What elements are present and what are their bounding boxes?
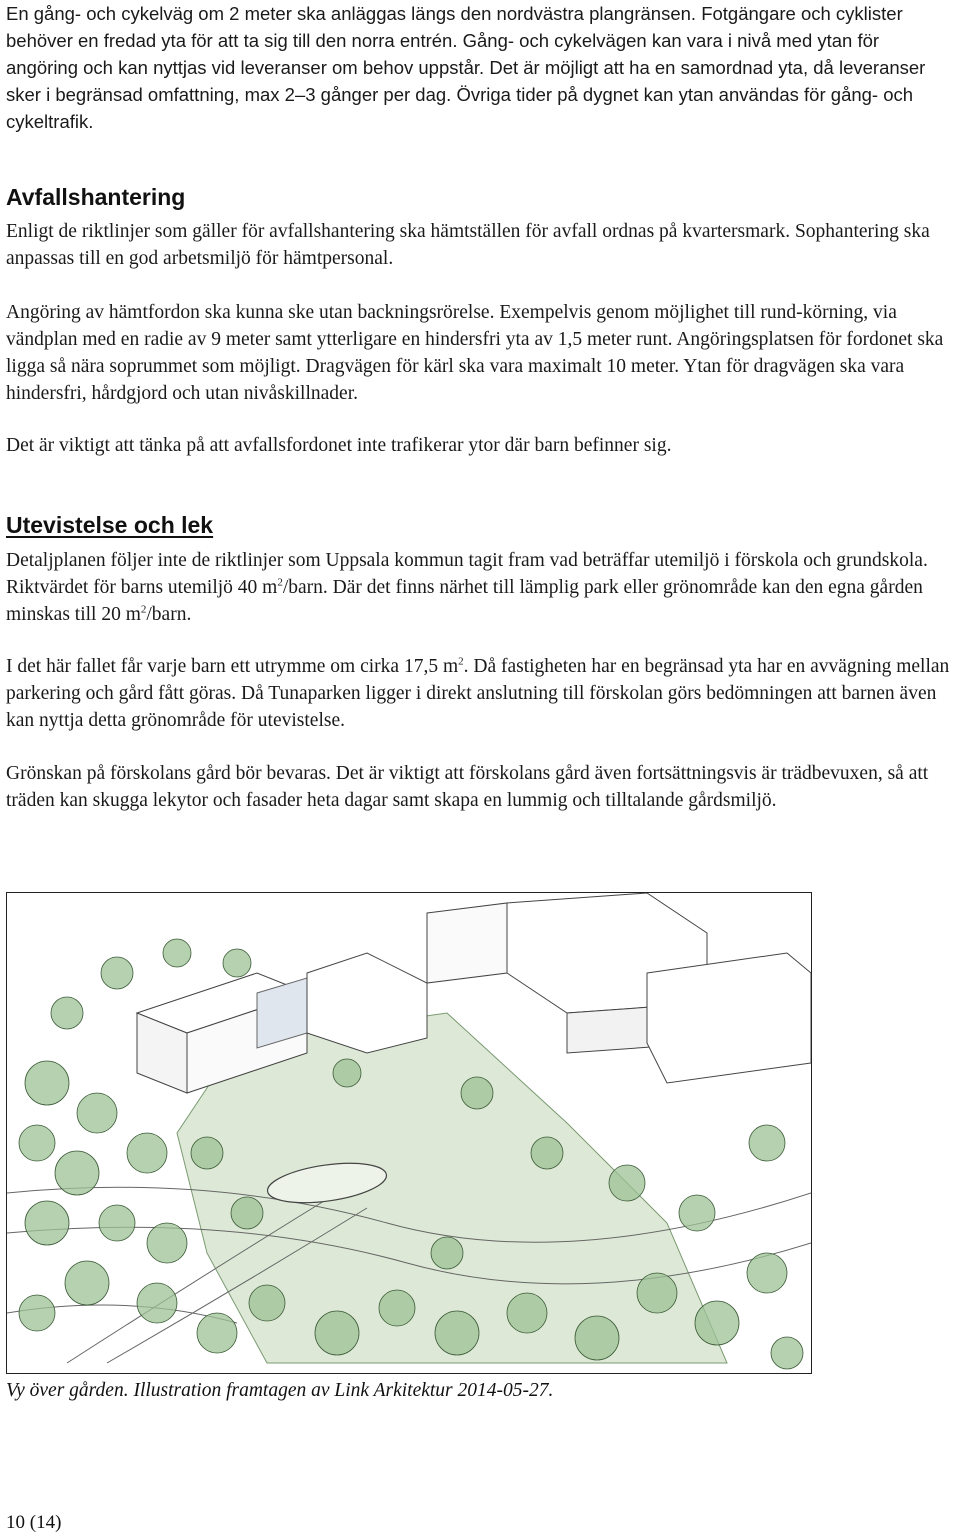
- avfall-paragraph-1: Enligt de riktlinjer som gäller för avfallshantering ska hämtställen för avfall ordnas på kvartersmark. Sophantering ska anpassas till en god arbetsmiljö för hämtpersonal.: [6, 221, 930, 269]
- courtyard-illustration-drawing: [7, 893, 811, 1373]
- figure-caption: Vy över gården. Illustration framtagen av Link Arkitektur 2014-05-27.: [6, 1380, 554, 1401]
- utevistelse-paragraph-3: Grönskan på förskolans gård bör bevaras. Det är viktigt att förskolans gård även fortsättningsvis är trädbevuxen, så att träden kan skugga lekytor och fasader heta dagar samt skapa en lummig och tilltalande gårdsmiljö.: [6, 763, 929, 811]
- utevistelse-paragraph-2: I det här fallet får varje barn ett utrymme om cirka 17,5 $m^2$. Då fastigheten har en begränsad yta har en avvägning mellan parkering och gård fått göras. Då Tunaparken ligger i direkt anslutning till förskolan görs bedömningen att barnen även kan nyttja detta grönområde för utevistelse.: [6, 655, 950, 731]
- courtyard-illustration: [6, 892, 812, 1374]
- avfall-paragraph-2: Angöring av hämtfordon ska kunna ske utan backningsrörelse. Exempelvis genom möjlighet till rund-körning, via vändplan med en radie av 9 meter samt ytterligare en hindersfri yta av 1,5 meter runt. Angöringsplatsen för fordonet ska ligga så nära soprummet som möjligt. Dragvägen för kärl ska vara maximalt 10 meter. Ytan för dragvägen ska vara hindersfri, hårdgjord och utan nivåskillnader.: [6, 302, 944, 404]
- heading-utevistelse: Utevistelse och lek: [6, 512, 214, 538]
- page-number: 10 (14): [6, 1512, 62, 1533]
- avfall-paragraph-3: Det är viktigt att tänka på att avfallsfordonet inte trafikerar ytor där barn befinner sig.: [6, 435, 672, 456]
- utevistelse-paragraph-1: Detaljplanen följer inte de riktlinjer som Uppsala kommun tagit fram vad beträffar utemiljö i förskola och grundskola. Riktvärdet för barns utemiljö 40 $m^2$/barn. Där det finns närhet till lämplig park eller grönområde kan den egna gården minskas till 20 $m^2$/barn.: [6, 550, 928, 625]
- intro-paragraph: En gång- och cykelväg om 2 meter ska anläggas längs den nordvästra plangränsen. Fotgängare och cyklister behöver en fredad yta för att ta sig till den norra entrén. Gång- och cykelvägen kan vara i nivå med ytan för angöring och kan nyttjas vid leveranser om behov uppstår. Det är möjligt att ha en samordnad yta, då leveranser sker i begränsad omfattning, max 2–3 gånger per dag. Övriga tider på dygnet kan ytan användas för gång- och cykeltrafik.: [6, 3, 926, 132]
- heading-avfallshantering: Avfallshantering: [6, 184, 186, 210]
